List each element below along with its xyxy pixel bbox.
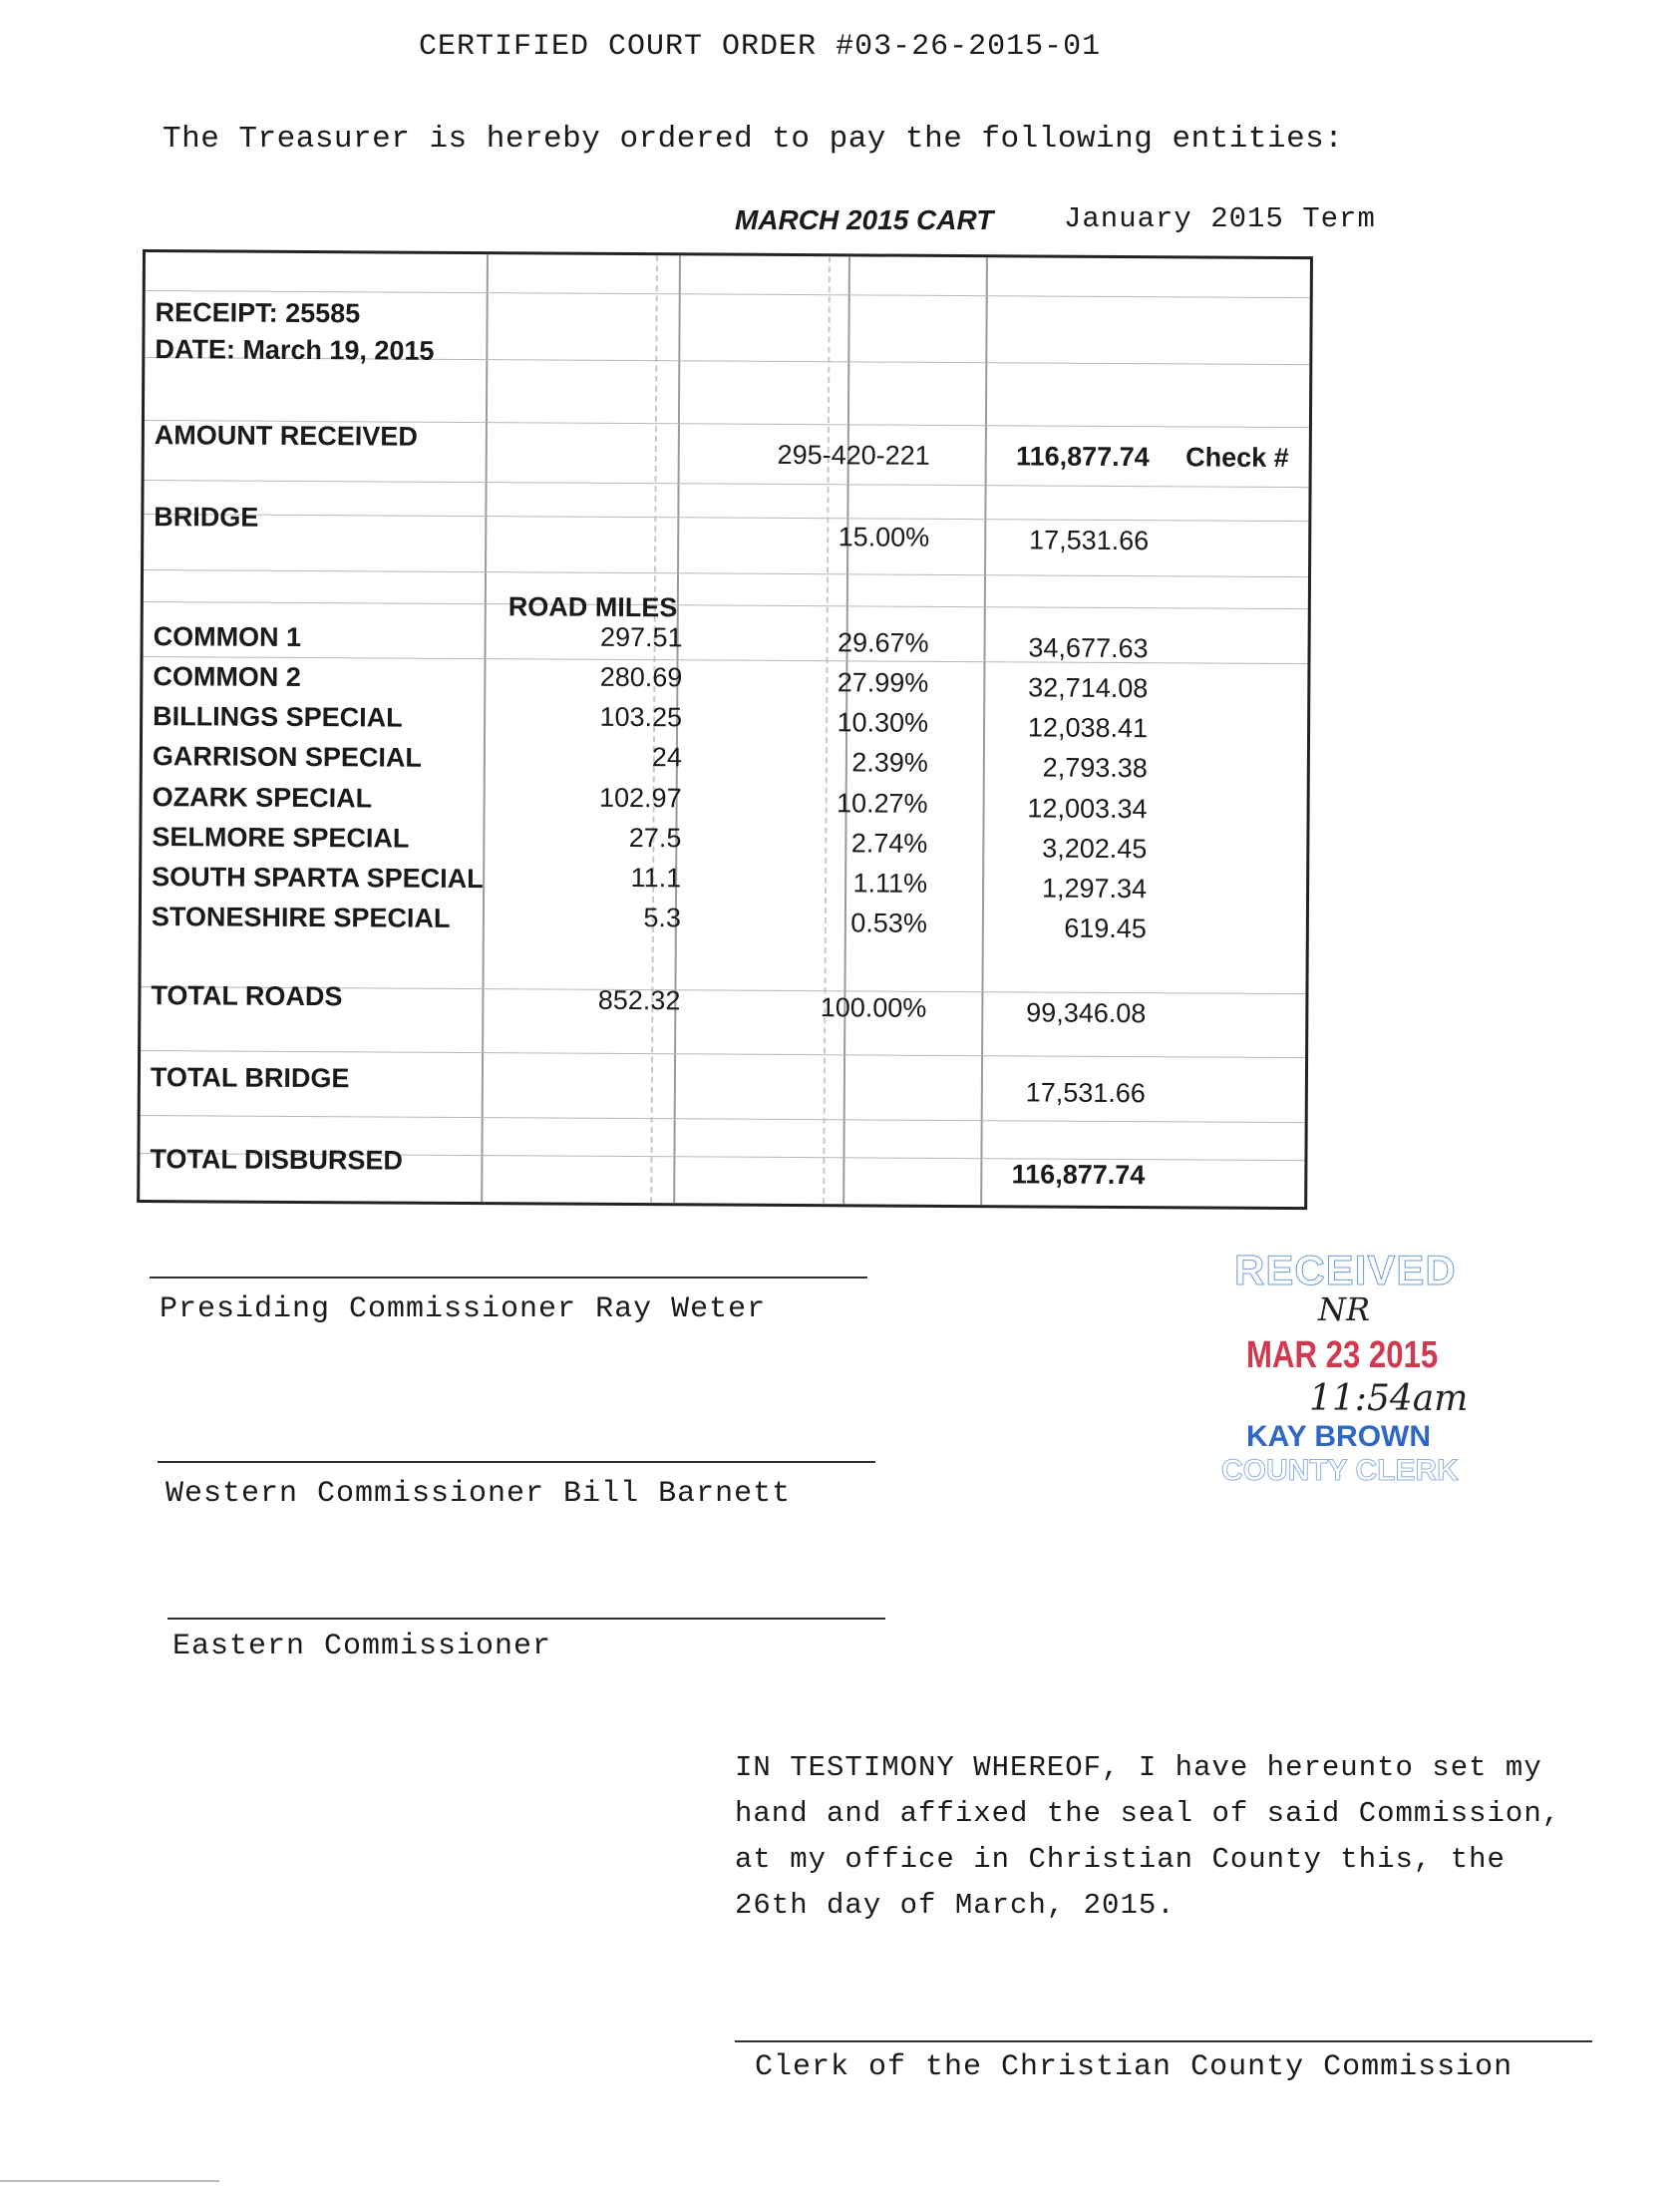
road-row-amount: 12,038.41 [1027,712,1149,744]
road-row-percent: 0.53% [850,908,927,938]
road-row-amount: 2,793.38 [1042,752,1148,784]
column-divider [980,257,988,1205]
total-bridge-label: TOTAL BRIDGE [150,1062,350,1094]
eastern-commissioner: Eastern Commissioner [172,1630,552,1663]
signature-line [735,2040,1592,2042]
total-roads-label: TOTAL ROADS [151,980,343,1012]
road-row-miles: 24 [651,742,682,773]
cart-label: MARCH 2015 CART [735,204,994,235]
check-number-label: Check # [1185,442,1289,474]
road-row-miles: 27.5 [628,822,682,854]
bridge-label: BRIDGE [154,502,259,533]
received-stamp [1201,1247,1501,1486]
row-divider [141,1050,1305,1058]
row-divider [146,290,1310,298]
term-label: January 2015 Term [1064,202,1376,235]
stamp-date: MAR 23 2015 [1246,1334,1439,1376]
account-number: 295-420-221 [777,439,930,471]
road-row-amount: 1,297.34 [1041,873,1148,905]
road-row-label: GARRISON SPECIAL [152,741,423,773]
road-row-amount: 34,677.63 [1028,632,1149,664]
road-row-amount: 32,714.08 [1028,672,1149,704]
road-row-miles: 103.25 [599,701,683,733]
row-divider [145,480,1309,488]
bridge-percent: 15.00% [838,522,930,552]
stamp-received-text: RECEIVED [1234,1247,1457,1293]
presiding-commissioner: Presiding Commissioner Ray Weter [160,1292,767,1326]
road-row-amount: 12,003.34 [1027,793,1148,825]
road-row-miles: 11.1 [630,863,682,894]
row-divider [144,514,1308,522]
road-miles-header: ROAD MILES [507,591,678,623]
road-row-percent: 10.30% [837,707,929,738]
road-row-label: BILLINGS SPECIAL [153,701,403,733]
amount-received-label: AMOUNT RECEIVED [154,420,418,452]
receipt-number: RECEIPT: 25585 [155,297,361,329]
road-row-label: SELMORE SPECIAL [152,822,410,854]
row-divider [144,601,1308,609]
column-divider [481,254,489,1202]
stamp-clerk-title: COUNTY CLERK [1221,1454,1459,1487]
testimony-paragraph: IN TESTIMONY WHEREOF, I have hereunto set my hand and affixed the seal of said Commission, at my office in Christian County this, the 26th day of March, 2015. [735,1751,1561,1922]
road-row-percent: 1.11% [852,868,928,899]
road-row-percent: 2.39% [851,747,928,778]
total-roads-percent: 100.00% [820,992,927,1023]
western-commissioner: Western Commissioner Bill Barnett [166,1477,792,1511]
row-divider [144,569,1308,577]
road-row-amount: 3,202.45 [1042,833,1148,865]
bridge-amount: 17,531.66 [1029,525,1150,556]
road-row-percent: 27.99% [837,667,929,698]
column-divider [823,256,831,1204]
stamp-clerk-name: KAY BROWN [1246,1420,1432,1453]
road-row-miles: 280.69 [599,661,683,693]
order-title: CERTIFIED COURT ORDER #03-26-2015-01 [419,30,1102,64]
road-row-miles: 5.3 [643,903,682,933]
amount-received-value: 116,877.74 [1016,441,1150,473]
road-row-label: SOUTH SPARTA SPECIAL [152,862,484,895]
road-row-percent: 29.67% [837,627,929,658]
receipt-date: DATE: March 19, 2015 [155,334,435,366]
road-row-label: COMMON 2 [153,661,301,692]
road-row-amount: 619.45 [1064,913,1147,944]
road-row-label: OZARK SPECIAL [152,782,373,814]
total-roads-miles: 852.32 [597,984,681,1016]
signature-line [150,1277,867,1278]
road-row-percent: 10.27% [836,788,928,819]
road-row-label: COMMON 1 [153,621,302,652]
road-row-miles: 297.51 [599,621,683,653]
signature-line [168,1618,885,1620]
row-divider [141,1115,1305,1123]
road-row-percent: 2.74% [850,828,928,859]
total-disbursed-amount: 116,877.74 [1011,1159,1146,1191]
ledger-table [137,249,1313,1210]
road-row-miles: 102.97 [598,782,682,814]
scan-edge-mark [0,2180,219,2182]
total-roads-amount: 99,346.08 [1026,997,1147,1029]
stamp-time: 11:54am [1309,1378,1469,1419]
stamp-initials: NR [1318,1290,1371,1328]
total-bridge-amount: 17,531.66 [1025,1077,1146,1109]
clerk-title: Clerk of the Christian County Commission [755,2050,1513,2084]
road-row-label: STONESHIRE SPECIAL [151,902,451,933]
total-disbursed-label: TOTAL DISBURSED [150,1144,404,1176]
instruction-text: The Treasurer is hereby ordered to pay the following entities: [163,122,1344,157]
signature-line [158,1461,875,1463]
